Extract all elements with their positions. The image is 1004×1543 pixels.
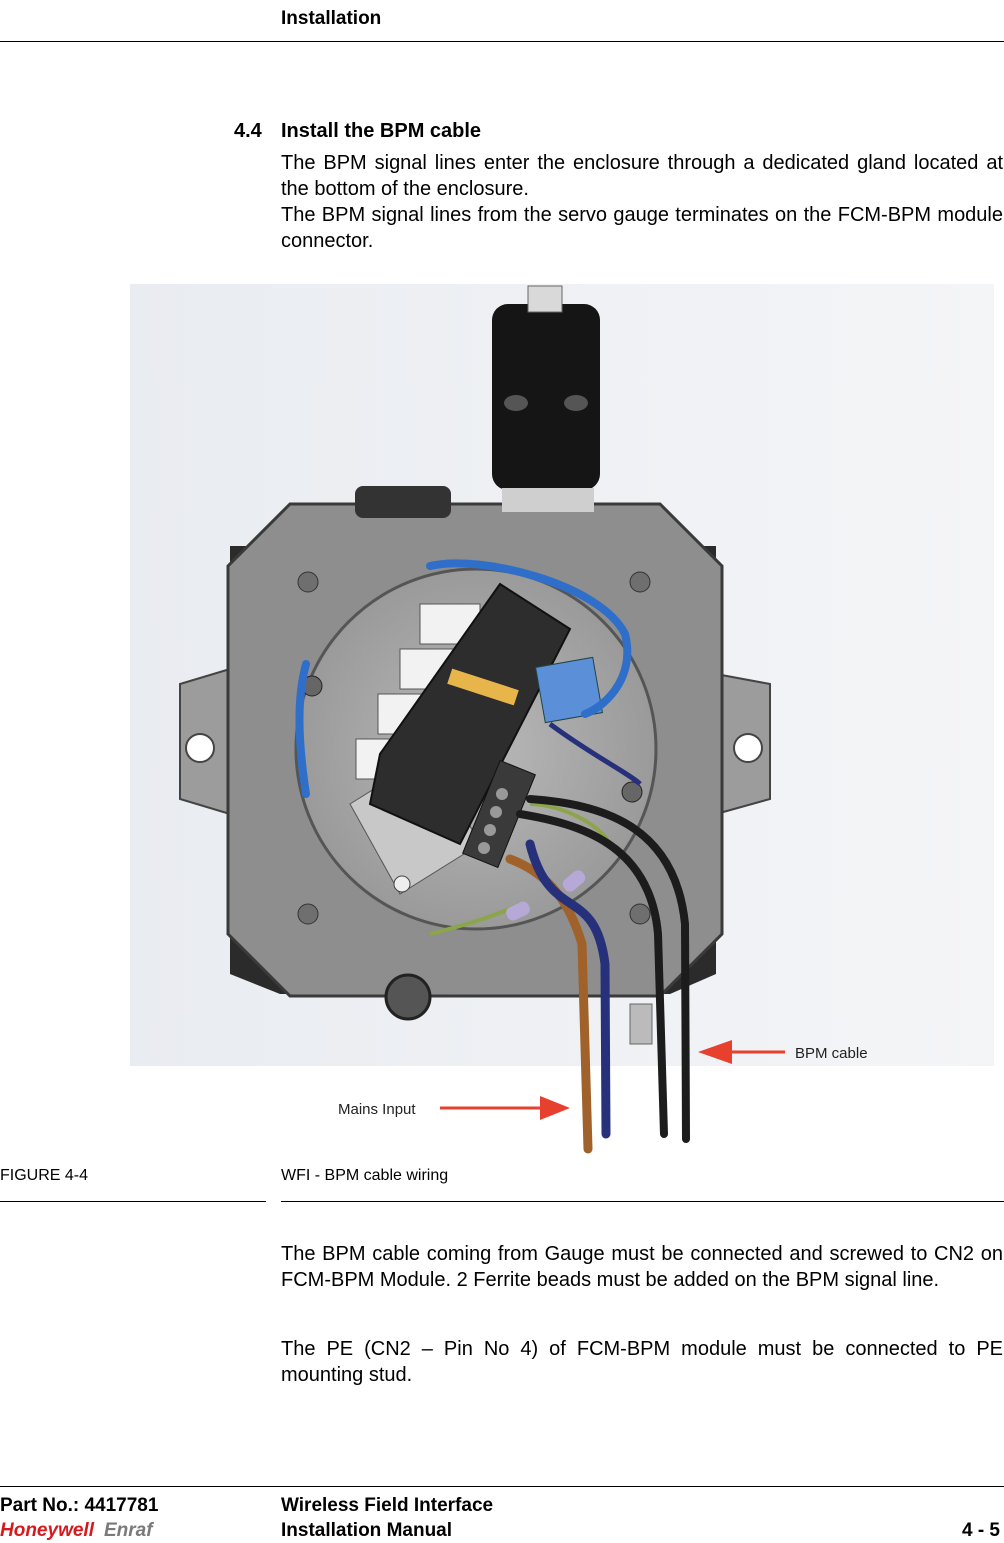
arrow-mains-icon	[540, 1096, 570, 1120]
figure-bpm-wiring	[130, 284, 994, 1156]
corner-bolt-tr	[630, 572, 650, 592]
footer-part-number: Part No.: 4417781	[0, 1495, 159, 1516]
mounting-hole-right	[734, 734, 762, 762]
corner-bolt-bl	[298, 904, 318, 924]
enraf-logo: Enraf	[103, 1520, 153, 1541]
sensor-collar	[502, 488, 594, 512]
callout-mains-input	[338, 1096, 570, 1120]
sensor-cap	[528, 286, 562, 312]
sensor-screw-left	[504, 395, 528, 411]
sensor-screw-right	[564, 395, 588, 411]
figure-caption-text: WFI - BPM cable wiring	[281, 1167, 449, 1184]
running-header: Installation	[281, 8, 382, 29]
page-number: 4 - 5	[961, 1520, 1000, 1541]
bottom-gland-left	[386, 975, 430, 1019]
footer-logo	[0, 1520, 153, 1542]
paragraph-gland: The BPM signal lines enter the enclosure through a dedicated gland located at the bottom of the enclosure.	[281, 152, 1003, 200]
footer-rule	[0, 1486, 1004, 1487]
figure-caption-number: FIGURE 4-4	[0, 1167, 89, 1184]
section-heading	[234, 120, 481, 143]
section-number: 4.4	[234, 120, 262, 142]
wiring-illustration	[130, 284, 994, 1156]
caption-rule-right	[281, 1201, 1004, 1202]
paragraph-bpm-connection: The BPM cable coming from Gauge must be connected and screwed to CN2 on FCM-BPM Module. 2 Ferrite beads must be added on the BPM signal line.	[281, 1243, 1003, 1291]
caption-rule-left	[0, 1201, 266, 1202]
callout-mains-label: Mains Input	[338, 1101, 416, 1118]
honeywell-logo: Honeywell	[0, 1520, 94, 1541]
corner-bolt-tl	[298, 572, 318, 592]
paragraph-connector: The BPM signal lines from the servo gauge terminates on the FCM-BPM module connector.	[281, 204, 1003, 252]
header-rule	[0, 41, 1004, 42]
mounting-hole-left	[186, 734, 214, 762]
top-gland	[355, 486, 451, 518]
bottom-gland-right	[630, 1004, 652, 1044]
callout-bpm-label: BPM cable	[795, 1045, 868, 1062]
paragraph-pe-connection: The PE (CN2 – Pin No 4) of FCM-BPM module must be connected to PE mounting stud.	[281, 1338, 1003, 1386]
section-title: Install the BPM cable	[281, 120, 482, 142]
corner-bolt-br	[630, 904, 650, 924]
footer-doc-title-1: Wireless Field Interface	[281, 1495, 494, 1516]
bracket-hole	[394, 876, 410, 892]
footer-doc-title-2: Installation Manual	[281, 1520, 453, 1541]
